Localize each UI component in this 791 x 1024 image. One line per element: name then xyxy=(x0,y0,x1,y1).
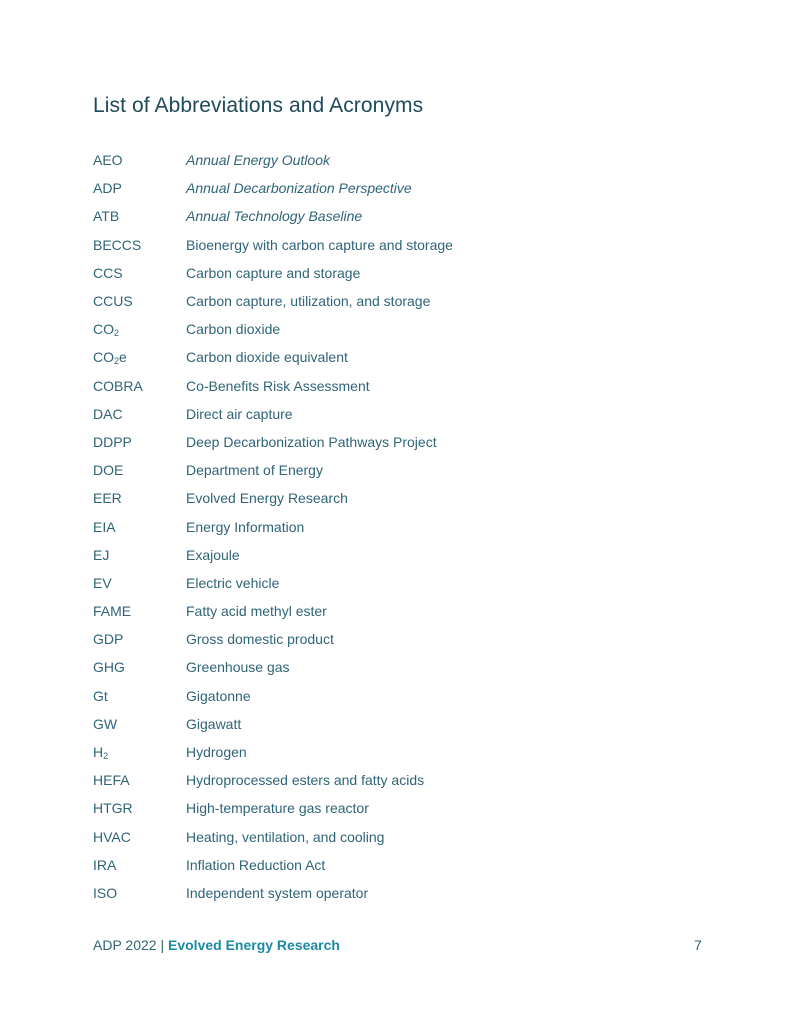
abbreviation-definition: Deep Decarbonization Pathways Project xyxy=(186,433,437,450)
abbreviation-term: FAME xyxy=(93,603,132,620)
list-item xyxy=(93,541,693,569)
abbreviation-list xyxy=(93,146,693,907)
abbreviation-definition: Co-Benefits Risk Assessment xyxy=(186,377,370,394)
abbreviation-definition: Exajoule xyxy=(186,546,240,563)
abbreviation-term: COBRA xyxy=(93,377,143,394)
abbreviation-definition: High-temperature gas reactor xyxy=(186,800,369,817)
list-item xyxy=(93,259,693,287)
abbreviation-definition: Carbon capture and storage xyxy=(186,264,361,281)
abbreviation-term: HTGR xyxy=(93,800,133,817)
abbreviation-term: DDPP xyxy=(93,433,132,450)
abbreviation-definition: Direct air capture xyxy=(186,405,293,422)
abbreviation-definition: Gigatonne xyxy=(186,687,251,704)
page-number: 7 xyxy=(694,937,702,953)
abbreviation-term: ADP xyxy=(93,180,122,197)
abbreviation-term: HVAC xyxy=(93,828,131,845)
abbreviation-definition: Annual Technology Baseline xyxy=(186,208,363,225)
abbreviation-definition: Bioenergy with carbon capture and storage xyxy=(186,236,453,253)
abbreviation-definition: Carbon dioxide equivalent xyxy=(186,349,348,366)
footer xyxy=(93,937,340,953)
abbreviation-term: ISO xyxy=(93,884,118,901)
abbreviation-term: $CO_2$ xyxy=(93,321,120,339)
abbreviation-definition: Energy Information xyxy=(186,518,305,535)
abbreviation-term: GDP xyxy=(93,631,124,648)
abbreviation-definition: Heating, ventilation, and cooling xyxy=(186,828,385,845)
list-item xyxy=(93,823,693,851)
abbreviation-term: HEFA xyxy=(93,772,130,789)
list-item xyxy=(93,710,693,738)
abbreviation-term: IRA xyxy=(93,856,117,873)
abbreviation-term: $H_2$ xyxy=(93,744,109,762)
footer-report-name: ADP 2022 xyxy=(93,937,157,953)
abbreviation-definition: Inflation Reduction Act xyxy=(186,856,326,873)
abbreviation-term: $CO_2e$ xyxy=(93,349,127,367)
list-item xyxy=(93,766,693,794)
list-item xyxy=(93,682,693,710)
list-item xyxy=(93,174,693,202)
list-item xyxy=(93,315,693,343)
abbreviation-definition: Evolved Energy Research xyxy=(186,490,348,507)
abbreviation-definition: Carbon dioxide xyxy=(186,321,281,338)
abbreviation-term: DOE xyxy=(93,462,124,479)
abbreviation-term: ATB xyxy=(93,208,120,225)
abbreviation-definition: Fatty acid methyl ester xyxy=(186,603,327,620)
list-item xyxy=(93,569,693,597)
abbreviation-definition: Annual Decarbonization Perspective xyxy=(186,180,412,197)
list-item xyxy=(93,456,693,484)
abbreviation-definition: Greenhouse gas xyxy=(186,659,290,676)
list-item xyxy=(93,625,693,653)
abbreviation-definition: Hydrogen xyxy=(186,744,247,761)
list-item xyxy=(93,428,693,456)
abbreviation-definition: Gigawatt xyxy=(186,715,242,732)
list-item xyxy=(93,879,693,907)
list-item xyxy=(93,231,693,259)
abbreviation-term: BECCS xyxy=(93,236,142,253)
abbreviation-term: AEO xyxy=(93,152,123,169)
footer-organization: Evolved Energy Research xyxy=(168,937,340,953)
list-item xyxy=(93,146,693,174)
abbreviation-term: EER xyxy=(93,490,122,507)
abbreviation-definition: Independent system operator xyxy=(186,884,369,901)
abbreviation-term: EV xyxy=(93,574,112,591)
abbreviation-definition: Hydroprocessed esters and fatty acids xyxy=(186,772,425,789)
list-item xyxy=(93,653,693,681)
abbreviation-definition: Carbon capture, utilization, and storage xyxy=(186,293,431,310)
list-item xyxy=(93,512,693,540)
abbreviation-definition: Electric vehicle xyxy=(186,574,280,591)
list-item xyxy=(93,794,693,822)
list-item xyxy=(93,597,693,625)
abbreviation-term: EIA xyxy=(93,518,116,535)
list-item xyxy=(93,484,693,512)
abbreviation-term: Gt xyxy=(93,687,108,704)
abbreviation-definition: Gross domestic product xyxy=(186,631,334,648)
list-item xyxy=(93,202,693,230)
abbreviation-definition: Department of Energy xyxy=(186,462,323,479)
page-title: List of Abbreviations and Acronyms xyxy=(93,94,424,117)
abbreviation-definition: Annual Energy Outlook xyxy=(186,152,330,169)
footer-separator: | xyxy=(156,937,168,953)
abbreviation-term: CCS xyxy=(93,264,123,281)
list-item xyxy=(93,372,693,400)
list-item xyxy=(93,738,693,766)
abbreviation-term: EJ xyxy=(93,546,110,563)
abbreviation-term: CCUS xyxy=(93,293,133,310)
list-item xyxy=(93,343,693,371)
list-item xyxy=(93,287,693,315)
list-item xyxy=(93,400,693,428)
abbreviation-term: GHG xyxy=(93,659,125,676)
list-item xyxy=(93,851,693,879)
abbreviation-term: GW xyxy=(93,715,118,732)
abbreviation-term: DAC xyxy=(93,405,123,422)
